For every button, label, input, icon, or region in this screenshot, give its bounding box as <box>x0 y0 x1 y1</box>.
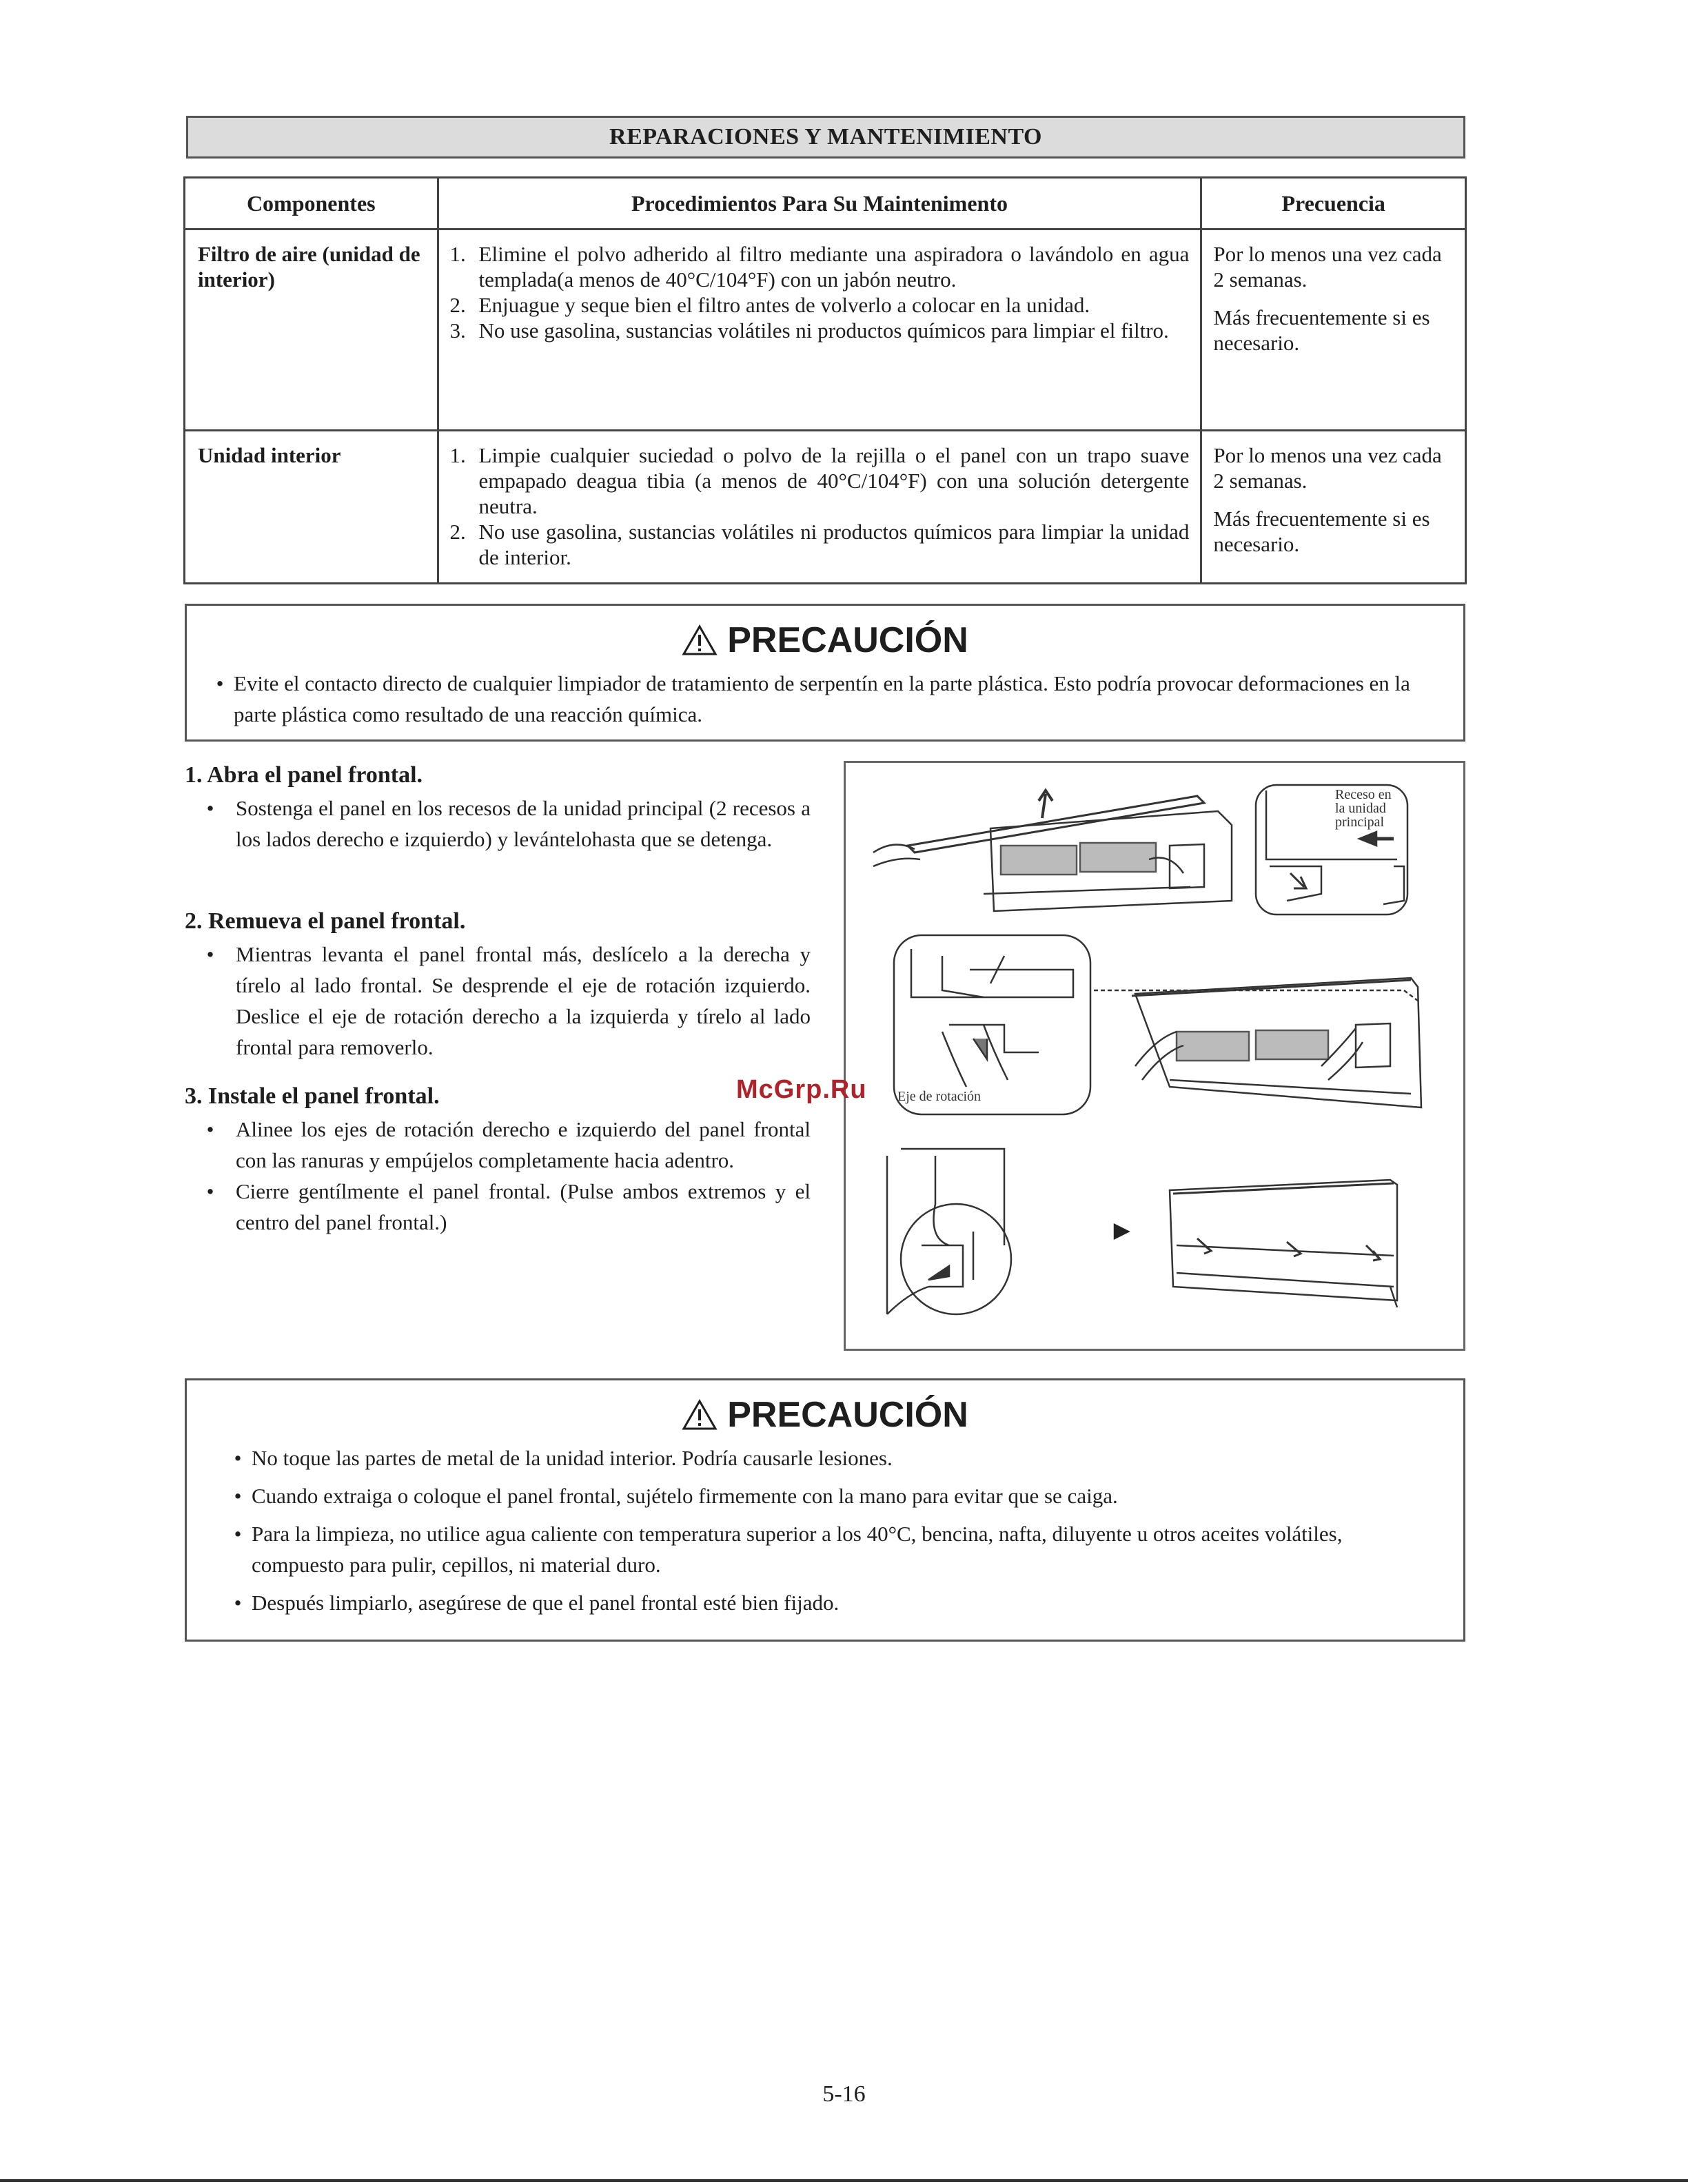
open-panel-drawing <box>873 790 1232 911</box>
step-title: 2. Remueva el panel frontal. <box>185 908 466 934</box>
frequency-cell <box>1201 229 1466 431</box>
page-number: 5-16 <box>822 2081 866 2107</box>
bullet-icon: • <box>234 1484 242 1508</box>
caution-text: Para la limpieza, no utilice agua caliente con temperatura superior a los 40°C, bencina, nafta, diluyente u otros aceites volátiles, compuesto para pulir, cepillos, ni material duro. <box>252 1522 1343 1577</box>
closed-unit-drawing <box>1170 1180 1397 1307</box>
caution-title: PRECAUCIÓN <box>727 1395 968 1435</box>
procedure-step: No use gasolina, sustancias volátiles ni productos químicos para limpiar el filtro. <box>478 318 1169 343</box>
caution-box-2 <box>185 1378 1465 1642</box>
frequency-text: Más frecuentemente si es necesario. <box>1213 507 1430 556</box>
caution-title: PRECAUCIÓN <box>727 620 968 660</box>
bullet-icon: • <box>216 671 224 695</box>
warning-triangle-icon <box>682 624 718 656</box>
bullet-icon: • <box>206 1179 214 1203</box>
step-text: Cierre gentílmente el panel frontal. (Pulse ambos extremos y el centro del panel frontal.) <box>236 1179 811 1234</box>
recess-label: la unidad <box>1335 801 1386 816</box>
bottom-divider <box>0 2179 1688 2182</box>
step-install-panel <box>185 1083 811 1238</box>
procedure-cell: 1. Limpie cualquier suciedad o polvo de la rejilla o el panel con un trapo suave empapado deagua tibia (a menos de 40°C/104°F) con una solución detergente neutra. 2. No use gasolina, sustancias volátiles ni productos químicos para limpiar la unidad de interior. <box>438 431 1201 584</box>
step-text: Sostenga el panel en los recesos de la unidad principal (2 recesos a los lados derecho e izquierdo) y levántelohasta que se detenga. <box>236 796 811 851</box>
step-title: 1. Abra el panel frontal. <box>185 762 423 788</box>
watermark: McGrp.Ru <box>736 1075 867 1104</box>
panel-illustration <box>844 761 1465 1351</box>
component-cell: Filtro de aire (unidad de interior) <box>185 229 438 431</box>
column-header-procedures: Procedimientos Para Su Maintenimento <box>438 178 1201 229</box>
remove-panel-drawing <box>1094 978 1421 1108</box>
recess-label: Receso en <box>1335 787 1392 802</box>
rotation-axis-inset-drawing <box>894 935 1090 1114</box>
procedure-step: Elimine el polvo adherido al filtro mediante una aspiradora o lavándolo en agua templada(a menos de 40°C/104°F) con un jabón neutro. <box>478 242 1190 292</box>
frequency-text: Más frecuentemente si es necesario. <box>1213 305 1430 355</box>
air-conditioner-illustration <box>846 763 1463 1349</box>
component-cell: Unidad interior <box>185 431 438 584</box>
step-title: 3. Instale el panel frontal. <box>185 1083 440 1109</box>
caution-heading <box>187 620 1463 661</box>
bullet-icon: • <box>234 1591 242 1615</box>
bullet-icon: • <box>234 1446 242 1470</box>
bullet-icon: • <box>206 796 214 820</box>
caution-box-1 <box>185 604 1465 742</box>
bullet-icon: • <box>234 1522 242 1546</box>
bullet-icon: • <box>206 942 214 966</box>
next-arrow-icon <box>1115 1225 1128 1238</box>
install-inset-drawing <box>887 1149 1011 1314</box>
table-row <box>185 431 1466 584</box>
frequency-text: Por lo menos una vez cada 2 semanas. <box>1213 443 1442 493</box>
caution-heading <box>187 1394 1463 1436</box>
table-header-row <box>185 178 1466 229</box>
procedure-step: Enjuague y seque bien el filtro antes de volverlo a colocar en la unidad. <box>478 293 1090 317</box>
caution-text: Cuando extraiga o coloque el panel frontal, sujételo firmemente con la mano para evitar que se caiga. <box>252 1484 1118 1508</box>
frequency-text: Por lo menos una vez cada 2 semanas. <box>1213 242 1442 292</box>
step-text: Alinee los ejes de rotación derecho e izquierdo del panel frontal con las ranuras y empújelos completamente hacia adentro. <box>236 1117 811 1172</box>
warning-triangle-icon <box>682 1399 718 1431</box>
column-header-components: Componentes <box>185 178 438 229</box>
procedure-cell: 1. Elimine el polvo adherido al filtro mediante una aspiradora o lavándolo en agua templada(a menos de 40°C/104°F) con un jabón neutro. 2. Enjuague y seque bien el filtro antes de volverlo a colocar en la unidad. 3. No use gasolina, sustancias volátiles ni productos químicos para limpiar el filtro. <box>438 229 1201 431</box>
maintenance-table <box>183 176 1467 584</box>
caution-text: Después limpiarlo, asegúrese de que el panel frontal esté bien fijado. <box>252 1591 840 1615</box>
bullet-icon: • <box>206 1117 214 1141</box>
caution-text: Evite el contacto directo de cualquier limpiador de tratamiento de serpentín en la parte plástica. Esto podría provocar deformaciones en la parte plástica como resultado de una reacción química. <box>234 671 1410 726</box>
step-text: Mientras levanta el panel frontal más, deslícelo a la derecha y tírelo al lado frontal. Se desprende el eje de rotación izquierdo. Deslice el eje de rotación derecho a la izquierda y tírelo al lado frontal para removerlo. <box>236 942 811 1059</box>
section-title: REPARACIONES Y MANTENIMIENTO <box>186 116 1465 159</box>
procedure-step: Limpie cualquier suciedad o polvo de la rejilla o el panel con un trapo suave empapado deagua tibia (a menos de 40°C/104°F) con una solución detergente neutra. <box>478 443 1190 518</box>
frequency-cell <box>1201 431 1466 584</box>
step-remove-panel <box>185 908 811 1063</box>
step-open-panel <box>185 762 811 855</box>
procedure-step: No use gasolina, sustancias volátiles ni productos químicos para limpiar la unidad de interior. <box>478 520 1190 569</box>
table-row <box>185 229 1466 431</box>
column-header-frequency: Precuencia <box>1201 178 1466 229</box>
recess-label: principal <box>1335 815 1385 830</box>
rotation-axis-label: Eje de rotación <box>897 1089 982 1104</box>
caution-text: No toque las partes de metal de la unidad interior. Podría causarle lesiones. <box>252 1446 893 1470</box>
